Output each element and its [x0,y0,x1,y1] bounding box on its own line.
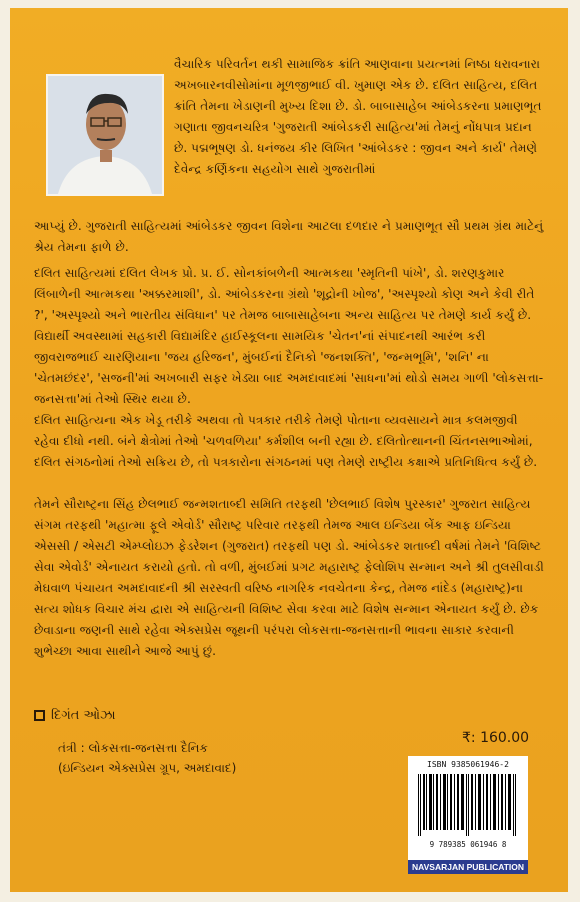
price: ₹: 160.00 [462,730,530,746]
bio-paragraph-2: દલિત સાહિત્યમાં દલિત લેખક પ્રો. પ્ર. ઈ. સોનકાંબળેની આત્મકથા 'સ્મૃતિની પાંખે', ડો. શરણકુમાર લિંબાળેની આત્મકથા 'અક્કરમાશી', ડો. આંબેડકરના ગ્રંથો 'શૂદ્રોની ખોજ', 'અસ્પૃશ્યો કોણ અને કેવી રીતે ?', 'અસ્પૃશ્યો અને ભારતીય સંવિધાન' પર તેમજ બાબાસાહેબના અન્ય સાહિત્ય પર તેમણે કાર્ય કર્યું છે. [34,266,535,322]
barcode [408,756,528,860]
bio-paragraph-1: વૈચારિક પરિવર્તન થકી સામાજિક ક્રાંતિ આણવાના પ્રયત્નમાં નિષ્ઠા ધરાવનારા અખબારનવીસોમાંના મૂળજીભાઈ વી. ખુમાણ એક છે. દલિત સાહિત્ય, દલિત ક્રાંતિ તેમના ખેડાણની મુખ્ય દિશા છે. ડો. બાબાસાહેબ આંબેડકરના પ્રમાણભૂત ગણાતા જીવનચરિત્ર 'ગુજરાતી આંબેડકરી સાહિત્ય'માં તેમનું નોંધપાત્ર પ્રદાન છે. પદ્મભૂષણ ડો. ધનંજય કીર લિખિત 'આંબેડકર : જીવન અને કાર્ય' તેમણે દેવેન્દ્ર કર્ણિકના સહયોગ સાથે ગુજરાતીમાં [174,57,542,176]
isbn-text: ISBN 9385061946-2 [427,760,509,769]
bio-paragraph-3: વિદ્યાર્થી અવસ્થામાં સહકારી વિદ્યામંદિર હાઈસ્કૂલના સામયિક 'ચેતન'નાં સંપાદનથી આરંભ કરી જીવરાજભાઈ ચારણિયાના 'જય હરિજન', મુંબઈનાં દૈનિકો 'જનશક્તિ', 'જન્મભૂમિ', 'શનિ' ના 'ચેતમછંદર', 'સજની'માં અખબારી સફર ખેડ્યા બાદ અમદાવાદમાં 'સાધના'માં થોડો સમય ગાળી 'લોકસત્તા-જનસત્તા'માં તેઓ સ્થિર થયા છે. [34,329,544,406]
barcode-bars-icon [416,774,520,836]
bio-paragraph-5: તેમને સૌરાષ્ટ્રના સિંહ છેલભાઈ જન્મશતાબ્દી સમિતિ તરફથી 'છેલભાઈ વિશેષ પુરસ્કાર' ગુજરાત સાહિત્ય સંગમ તરફથી 'મહાત્મા ફૂલે એવોર્ડ' સૌરાષ્ટ્ર પરિવાર તરફથી તેમજ આલ ઇન્ડિયા બેંક આફ ઇન્ડિયા એસસી / એસટી એમ્પ્લોઇઝ ફેડરેશન (ગુજરાત) તરફથી પણ ડો. આંબેડકર શતાબ્દી વર્ષમાં તેમને 'વિશિષ્ટ સેવા એવોર્ડ' એનાયત કરાયો હતો. તો વળી, મુંબઈમાં પ્રગટ મહારાષ્ટ્ર ફેલોશિપ સન્માન અને શ્રી તુલસીવાડી મેઘવાળ પંચાયત અમદાવાદની શ્રી સરસ્વતી વરિષ્ઠ નાગરિક નવચેતના કેન્દ્ર, તેમજ નાંદેડ (મહારાષ્ટ્ર)ના સત્ય શોધક વિચાર મંચ દ્વારા એ સાહિત્યની વિશિષ્ટ સેવા કરવા માટે વિશેષ સન્માન એનાયત કર્યું છે. છેક છેવાડાના જણની સાથે રહેવા એક્સપ્રેસ જૂથની પરંપરા લોકસત્તા-જનસત્તાની ભાવના સાકાર કરવાની શુભેચ્છા આવા સાથીને આજે આપું છું. [34,497,544,658]
bio-paragraph-1-cont: આપ્યું છે. ગુજરાતી સાહિત્યમાં આંબેડકર જીવન વિશેના આટલા દળદાર ને પ્રમાણભૂત સૌ પ્રથમ ગ્રંથ માટેનું શ્રેય તેમના ફાળે છે. [34,219,544,254]
editor-line-2: (ઇન્ડિયન એક્સપ્રેસ ગ્રૂપ, અમદાવાદ) [58,761,237,775]
editor-credit [58,738,236,778]
editor-line-1: તંત્રી : લોકસત્તા-જનસત્તા દૈનિક [58,741,208,755]
back-cover [10,8,568,892]
publisher-name: NAVSARJAN PUBLICATION [408,860,528,874]
bio-paragraph-4: દલિત સાહિત્યના એક ખેડૂ તરીકે અથવા તો પત્રકાર તરીકે તેમણે પોતાના વ્યવસાયને માત્ર કલમજીવી રહેવા દીધો નથી. બંને ક્ષેત્રોમાં તેઓ 'ચળવળિયા' કર્મશીલ બની રહ્યા છે. દલિતોત્થાનની ચિંતનસભાઓમાં, દલિત સંગઠનોમાં તેઓ સક્રિય છે, તો પત્રકારોના સંગઠનમાં પણ તેમણે રાષ્ટ્રીય કક્ષાએ પ્રતિનિધિત્વ કર્યું છે. [34,413,538,469]
author-photo [46,74,164,196]
isbn-digits: 9 789385 061946 8 [429,840,507,849]
square-bullet-icon [34,710,45,721]
signature [34,708,116,723]
signature-name: દિગંત ઓઝા [51,708,116,723]
